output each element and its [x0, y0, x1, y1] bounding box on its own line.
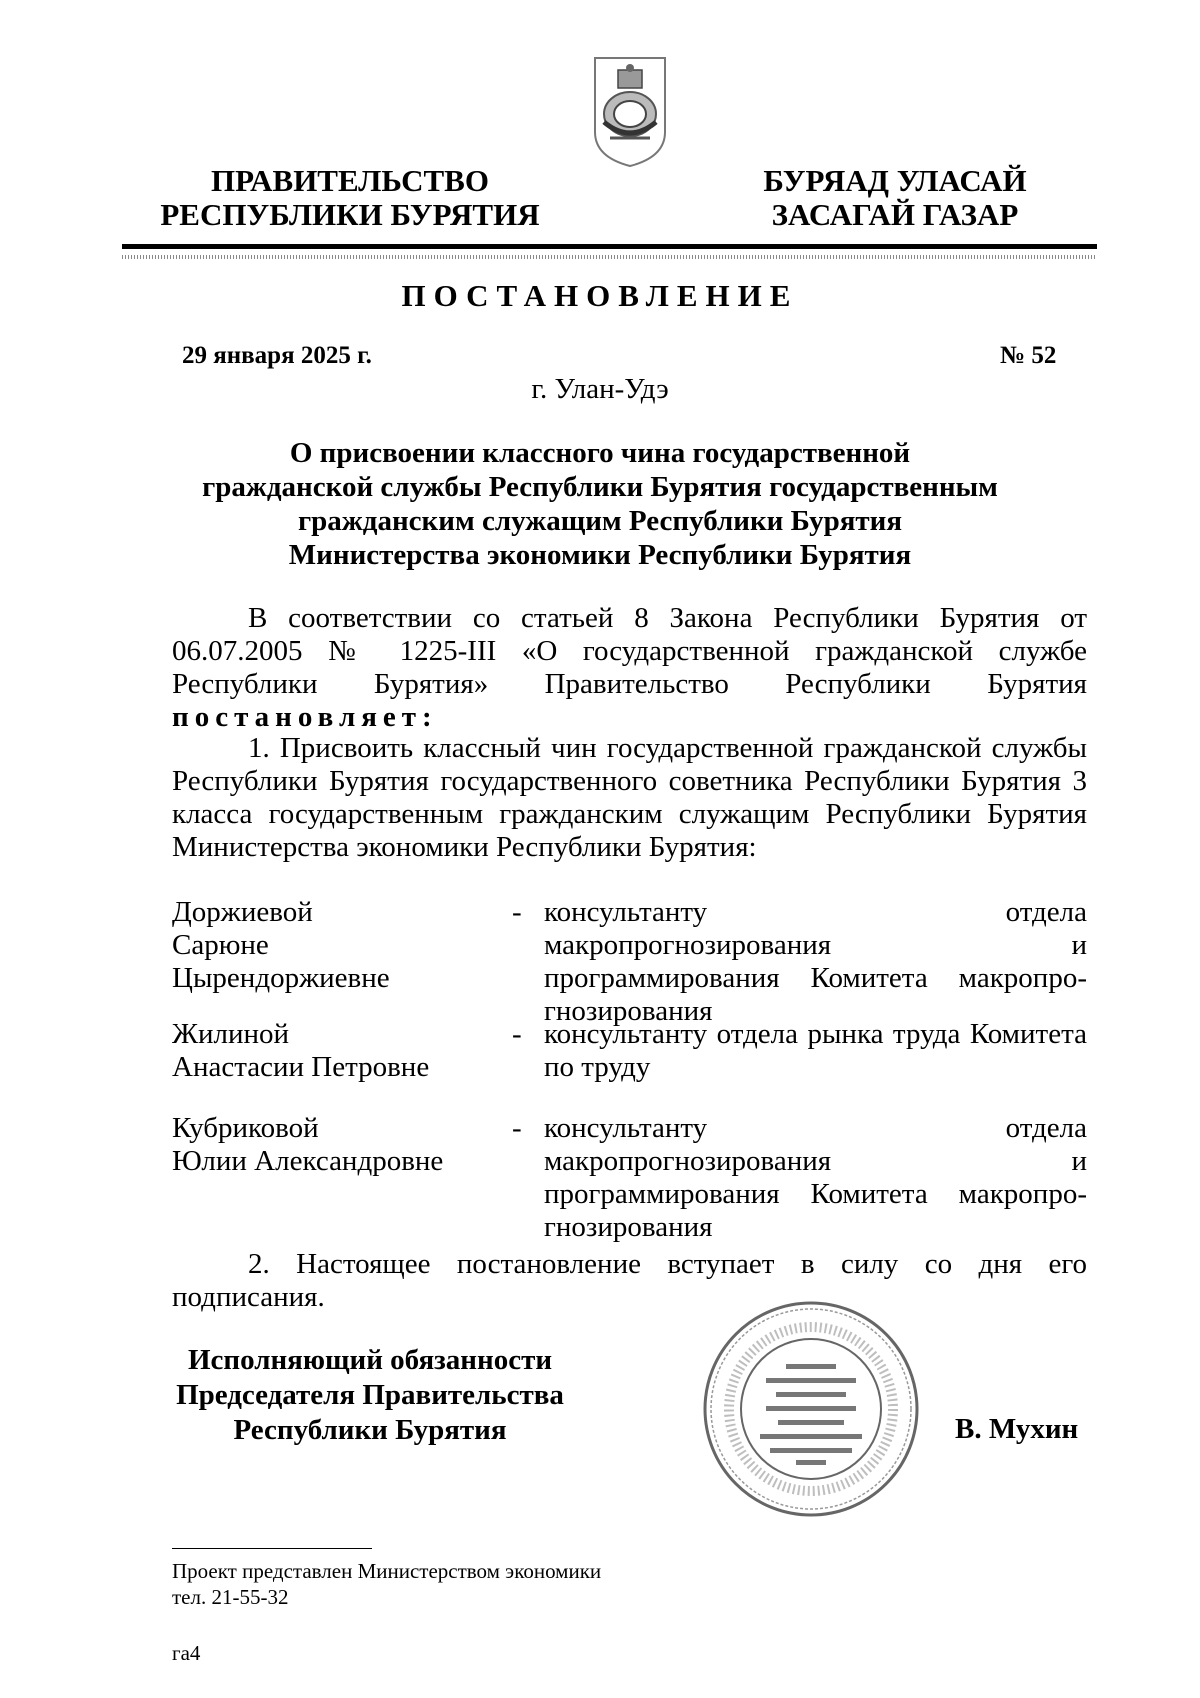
signatory-title-line: Республики Бурятия — [233, 1414, 507, 1446]
preamble-emphasis: постановляет: — [172, 701, 438, 733]
person-surname: Кубриковой — [172, 1112, 319, 1144]
government-name-ru-line1: ПРАВИТЕЛЬСТВО — [211, 163, 489, 198]
signatory-title — [150, 1343, 590, 1448]
preamble-paragraph — [172, 602, 1087, 734]
person-surname: Жилиной — [172, 1018, 290, 1050]
government-name-ru-line2: РЕСПУБЛИКИ БУРЯТИЯ — [160, 197, 540, 232]
footer-phone: тел. 21-55-32 — [172, 1585, 289, 1609]
person-name — [172, 1018, 492, 1084]
person-given-names: Сарюне Цырендоржиевне — [172, 929, 390, 994]
footer-notes — [172, 1558, 601, 1610]
header-rule-thin — [122, 255, 1097, 259]
coat-of-arms-icon — [590, 52, 670, 170]
list-dash: - — [512, 1018, 522, 1050]
title-line: гражданской службы Республики Бурятия государственным — [202, 471, 998, 503]
document-city: г. Улан-Удэ — [531, 373, 669, 405]
preamble-text: В соответствии со статьей 8 Закона Республики Бурятия от 06.07.2005 № 1225-III «О государственной гражданской службе Республики Бурятия» Правительство Республики Бурятия — [172, 602, 1087, 700]
title-line: гражданским служащим Республики Бурятия — [297, 505, 903, 537]
footer-rule — [172, 1548, 372, 1549]
item-2-paragraph: 2. Настоящее постановление вступает в силу со дня его подписания. — [172, 1248, 1087, 1313]
list-dash: - — [512, 1112, 522, 1144]
signatory-name: В. Мухин — [955, 1413, 1079, 1445]
government-name-bua-line1: БУРЯАД УЛАСАЙ — [763, 163, 1027, 198]
list-item — [172, 1112, 1087, 1243]
government-name-bua — [745, 164, 1045, 232]
person-surname: Доржиевой — [172, 896, 313, 928]
person-name — [172, 896, 492, 995]
list-item — [172, 896, 1087, 1027]
person-position: консультанту отдела макропрогнозирования и программирования Комитета макропрогнозирования — [544, 896, 1087, 1027]
list-dash: - — [512, 896, 522, 928]
person-given-names: Юлии Александровне — [172, 1145, 444, 1177]
person-position: консультанту отдела рынка труда Комитета по труду — [544, 1018, 1087, 1083]
person-position: консультанту отдела макропрогнозирования и программирования Комитета макропрогнозирования — [544, 1112, 1087, 1243]
footer-submitted-by: Проект представлен Министерством экономики — [172, 1559, 602, 1583]
person-name — [172, 1112, 492, 1178]
persons-list — [172, 896, 1087, 1243]
list-item — [172, 1018, 1087, 1112]
official-stamp-icon — [700, 1298, 922, 1520]
document-number: № 52 — [1000, 342, 1057, 369]
signatory-title-line: Исполняющий обязанности — [187, 1344, 553, 1376]
document-title — [150, 436, 1050, 572]
title-line: Министерства экономики Республики Бурятия — [288, 539, 912, 571]
footer-code: га4 — [172, 1641, 201, 1665]
item-1-paragraph: 1. Присвоить классный чин государственной гражданской службы Республики Бурятия государственного советника Республики Бурятия 3 класса государственным гражданским служащим Республики Бурятия Министерства экономики Республики Бурятия: — [172, 732, 1087, 863]
person-given-names: Анастасии Петровне — [172, 1051, 430, 1083]
title-line: О присвоении классного чина государственной — [289, 437, 911, 469]
document-type: ПОСТАНОВЛЕНИЕ — [401, 278, 799, 313]
header-rule-thick — [122, 244, 1097, 249]
government-name-ru — [160, 164, 540, 232]
government-name-bua-line2: ЗАСАГАЙ ГАЗАР — [771, 197, 1019, 232]
signatory-title-line: Председателя Правительства — [176, 1379, 564, 1411]
document-date: 29 января 2025 г. — [182, 342, 372, 369]
